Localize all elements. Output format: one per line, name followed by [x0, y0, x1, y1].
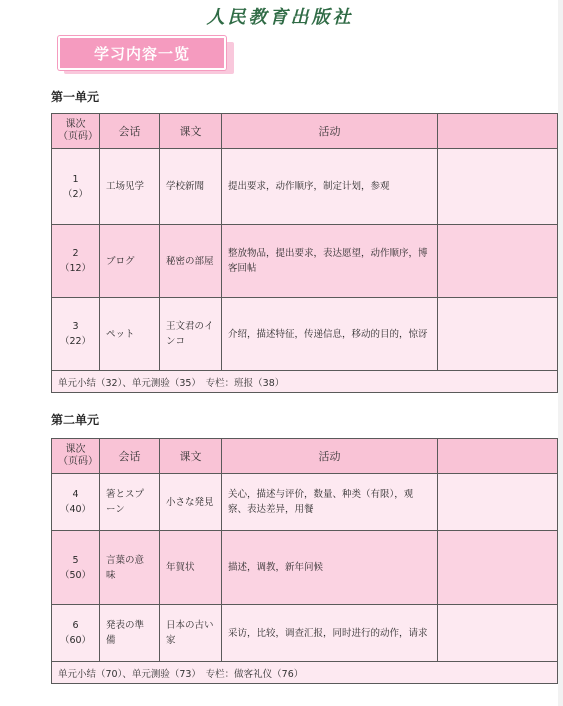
lesson-extra [438, 605, 558, 662]
header-text: 课文 [160, 439, 222, 474]
lesson-conversation: 発表の準備 [100, 605, 160, 662]
unit-title: 第一单元 [51, 90, 100, 104]
lesson-activity: 整放物品，提出要求，表达愿望，动作顺序，博客回帖 [222, 225, 438, 298]
lesson-text: 年賀状 [160, 531, 222, 605]
unit-table-2 [51, 438, 558, 684]
table-row [52, 531, 558, 605]
header-activity: 活动 [222, 114, 438, 149]
lesson-conversation: 言葉の意味 [100, 531, 160, 605]
header-empty [438, 439, 558, 474]
page-edge [558, 0, 563, 706]
lesson-conversation: ペット [100, 298, 160, 371]
publisher-logo: 人民教育出版社 [206, 7, 354, 28]
unit-summary: 单元小结（70）、单元测验（73） 专栏：做客礼仪（76） [51, 662, 558, 684]
lesson-activity: 描述，调教，新年问候 [222, 531, 438, 605]
lesson-activity: 关心，描述与评价，数量、种类（有限），观察、表达差异，用餐 [222, 474, 438, 531]
lesson-table [51, 438, 558, 662]
lesson-number: 3 （22） [52, 298, 100, 371]
lesson-extra [438, 531, 558, 605]
table-header-row [52, 114, 558, 149]
table-row [52, 298, 558, 371]
table-row [52, 605, 558, 662]
header-lesson: 课次 （页码） [52, 439, 100, 474]
lesson-extra [438, 298, 558, 371]
lesson-conversation: 箸とスプーン [100, 474, 160, 531]
table-row [52, 474, 558, 531]
lesson-conversation: ブログ [100, 225, 160, 298]
lesson-extra [438, 225, 558, 298]
unit-title: 第二单元 [51, 413, 100, 427]
unit-table-1 [51, 113, 558, 393]
lesson-extra [438, 474, 558, 531]
header-conversation: 会话 [100, 114, 160, 149]
lesson-activity: 介绍，描述特征，传递信息，移动的目的，惊讶 [222, 298, 438, 371]
lesson-text: 秘密の部屋 [160, 225, 222, 298]
lesson-number: 2 （12） [52, 225, 100, 298]
table-row [52, 225, 558, 298]
lesson-text: 日本の古い家 [160, 605, 222, 662]
unit-summary: 单元小结（32）、单元测验（35） 专栏：班报（38） [51, 371, 558, 393]
table-row [52, 149, 558, 225]
lesson-text: 学校新聞 [160, 149, 222, 225]
table-header-row [52, 439, 558, 474]
header-conversation: 会话 [100, 439, 160, 474]
lesson-number: 4 （40） [52, 474, 100, 531]
header-activity: 活动 [222, 439, 438, 474]
lesson-number: 1 （2） [52, 149, 100, 225]
lesson-activity: 提出要求，动作顺序，制定计划，参观 [222, 149, 438, 225]
lesson-extra [438, 149, 558, 225]
section-title: 学习内容一览 [58, 36, 226, 70]
header-text: 课文 [160, 114, 222, 149]
lesson-number: 5 （50） [52, 531, 100, 605]
lesson-text: 王文君のインコ [160, 298, 222, 371]
header-lesson: 课次 （页码） [52, 114, 100, 149]
lesson-text: 小さな発見 [160, 474, 222, 531]
lesson-activity: 采访，比较，调查汇报，同时进行的动作，请求 [222, 605, 438, 662]
lesson-conversation: 工场见学 [100, 149, 160, 225]
lesson-number: 6 （60） [52, 605, 100, 662]
lesson-table [51, 113, 558, 371]
header-empty [438, 114, 558, 149]
